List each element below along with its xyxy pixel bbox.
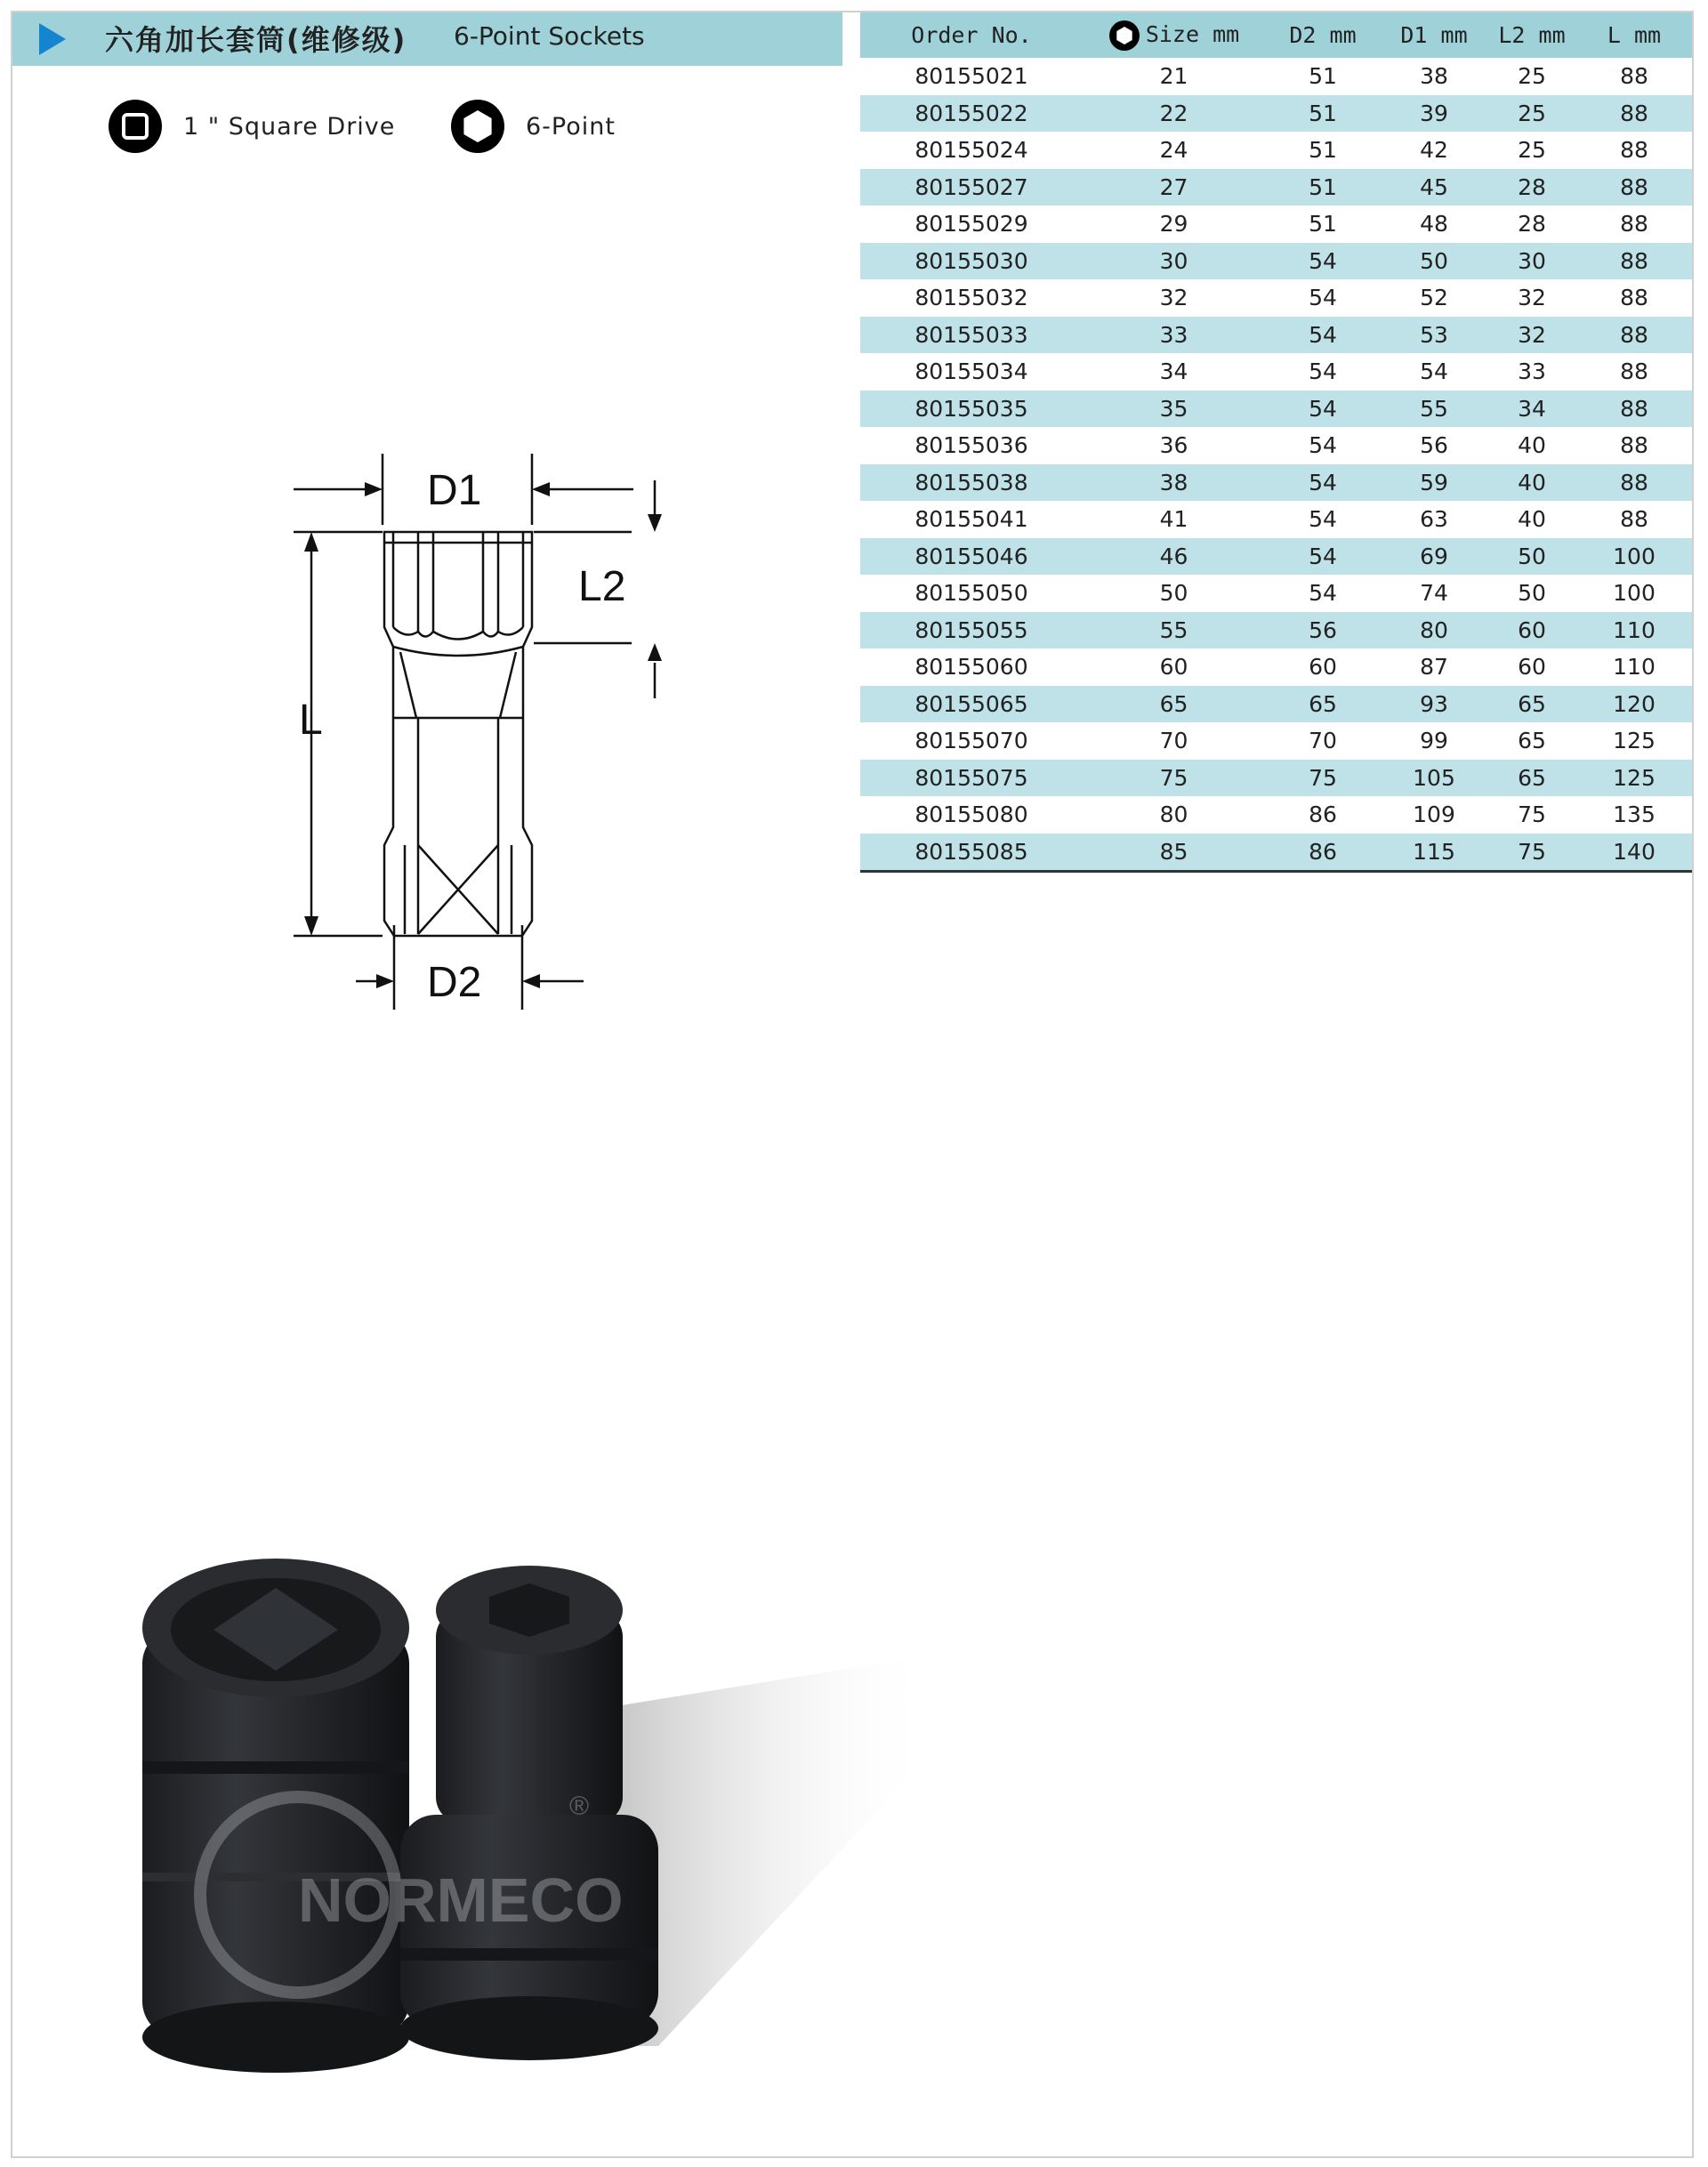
cell-l2: 75: [1487, 834, 1576, 872]
cell-d1: 55: [1381, 391, 1487, 428]
legend-point-label: 6-Point: [526, 112, 616, 141]
cell-d2: 51: [1309, 63, 1337, 90]
cell-size: 36: [1159, 432, 1188, 459]
col-header-d2: D2 mm: [1265, 12, 1381, 58]
cell-l: 125: [1576, 760, 1692, 797]
cell-order-no: 80155060: [914, 654, 1028, 681]
cell-d1: 63: [1420, 506, 1448, 533]
table-row: [860, 169, 1692, 206]
cell-order-no: 80155050: [914, 580, 1028, 607]
cell-d2: 51: [1265, 169, 1381, 206]
table-row: [860, 796, 1692, 834]
registered-mark: ®: [569, 1792, 590, 1821]
cell-d2: 54: [1309, 580, 1337, 607]
spec-table: [860, 12, 1692, 873]
cell-d2: 75: [1265, 760, 1381, 797]
cell-l2: 30: [1487, 243, 1576, 280]
cell-d1: 93: [1381, 686, 1487, 723]
table-row: [860, 279, 1692, 317]
cell-order-no: 80155032: [914, 285, 1028, 311]
cell-size: 55: [1083, 612, 1265, 649]
cell-order-no: 80155022: [860, 95, 1083, 133]
cell-d2: 70: [1309, 728, 1337, 754]
cell-d2: 54: [1265, 317, 1381, 354]
cell-l2: 40: [1518, 506, 1546, 533]
cell-order-no: 80155035: [860, 391, 1083, 428]
cell-d1: 109: [1413, 802, 1455, 828]
cell-d2: 54: [1309, 358, 1337, 385]
cell-d2: 51: [1309, 211, 1337, 238]
table-row: [860, 317, 1692, 354]
cell-order-no: 80155033: [860, 317, 1083, 354]
table-row: [860, 58, 1692, 95]
cell-size: 38: [1083, 464, 1265, 502]
table-row: [860, 427, 1692, 464]
cell-size: 21: [1159, 63, 1188, 90]
cell-size: 46: [1083, 538, 1265, 576]
cell-size: 27: [1083, 169, 1265, 206]
cell-d1: 48: [1420, 211, 1448, 238]
cell-l2: 50: [1487, 538, 1576, 576]
cell-l: 135: [1613, 802, 1656, 828]
socket-dimension-diagram: [294, 440, 667, 1027]
cell-size: 35: [1083, 391, 1265, 428]
cell-order-no: 80155080: [914, 802, 1028, 828]
cell-order-no: 80155030: [860, 243, 1083, 280]
cell-d1: 56: [1420, 432, 1448, 459]
cell-l: 100: [1576, 538, 1692, 576]
cell-d1: 52: [1420, 285, 1448, 311]
cell-d2: 54: [1265, 391, 1381, 428]
col-header-order-no: Order No.: [860, 12, 1083, 58]
cell-d2: 54: [1309, 285, 1337, 311]
cell-l2: 25: [1518, 63, 1546, 90]
table-row: [860, 391, 1692, 428]
cell-order-no: 80155029: [914, 211, 1028, 238]
cell-d1: 74: [1420, 580, 1448, 607]
cell-l2: 34: [1487, 391, 1576, 428]
cell-size: 85: [1083, 834, 1265, 872]
legend-drive-label: 1 " Square Drive: [183, 112, 396, 141]
cell-l: 88: [1576, 169, 1692, 206]
cell-size: 50: [1159, 580, 1188, 607]
cell-size: 41: [1159, 506, 1188, 533]
cell-d1: 42: [1420, 137, 1448, 164]
table-row: [860, 686, 1692, 723]
table-row: [860, 648, 1692, 686]
product-photo: [107, 1548, 943, 2082]
cell-l: 88: [1620, 211, 1648, 238]
cell-l: 140: [1576, 834, 1692, 872]
cell-size: 29: [1159, 211, 1188, 238]
cell-d2: 56: [1265, 612, 1381, 649]
cell-l: 125: [1613, 728, 1656, 754]
table-row: [860, 575, 1692, 612]
cell-size: 33: [1083, 317, 1265, 354]
play-triangle-icon: [39, 23, 66, 55]
cell-order-no: 80155046: [860, 538, 1083, 576]
cell-size: 70: [1159, 728, 1188, 754]
cell-order-no: 80155027: [860, 169, 1083, 206]
cell-l: 88: [1620, 432, 1648, 459]
hexagon-icon: [1108, 20, 1140, 52]
cell-size: 34: [1159, 358, 1188, 385]
cell-l: 88: [1620, 285, 1648, 311]
title-english: 6-Point Sockets: [454, 21, 645, 51]
cell-order-no: 80155041: [914, 506, 1028, 533]
cell-l2: 28: [1518, 211, 1546, 238]
cell-size: 22: [1083, 95, 1265, 133]
table-row: [860, 834, 1692, 872]
cell-size: 65: [1083, 686, 1265, 723]
cell-d1: 105: [1381, 760, 1487, 797]
cell-d2: 54: [1309, 432, 1337, 459]
cell-l2: 65: [1518, 728, 1546, 754]
table-row: [860, 353, 1692, 391]
cell-d1: 99: [1420, 728, 1448, 754]
cell-l2: 32: [1487, 317, 1576, 354]
cell-size: 30: [1083, 243, 1265, 280]
cell-d1: 115: [1381, 834, 1487, 872]
table-row: [860, 243, 1692, 280]
cell-l2: 25: [1487, 95, 1576, 133]
cell-order-no: 80155055: [860, 612, 1083, 649]
cell-l: 88: [1576, 95, 1692, 133]
cell-order-no: 80155024: [914, 137, 1028, 164]
cell-l: 88: [1576, 464, 1692, 502]
cell-d2: 54: [1265, 538, 1381, 576]
cell-l: 88: [1620, 358, 1648, 385]
table-row: [860, 760, 1692, 797]
table-row: [860, 612, 1692, 649]
cell-l2: 32: [1518, 285, 1546, 311]
cell-l2: 33: [1518, 358, 1546, 385]
cell-l: 110: [1613, 654, 1656, 681]
cell-l: 88: [1576, 243, 1692, 280]
cell-l2: 65: [1487, 760, 1576, 797]
cell-d2: 54: [1265, 464, 1381, 502]
cell-d2: 86: [1309, 802, 1337, 828]
cell-l: 88: [1620, 63, 1648, 90]
cell-order-no: 80155034: [914, 358, 1028, 385]
cell-order-no: 80155036: [914, 432, 1028, 459]
legend-square-drive: [107, 98, 395, 155]
cell-d2: 51: [1309, 137, 1337, 164]
cell-size: 60: [1159, 654, 1188, 681]
cell-order-no: 80155075: [860, 760, 1083, 797]
table-header-row: [860, 12, 1692, 58]
label-d2: D2: [427, 959, 482, 1006]
cell-d1: 53: [1381, 317, 1487, 354]
cell-l: 110: [1576, 612, 1692, 649]
table-row: [860, 722, 1692, 760]
cell-l: 120: [1576, 686, 1692, 723]
cell-d2: 54: [1265, 243, 1381, 280]
table-row: [860, 95, 1692, 133]
label-d1: D1: [427, 467, 482, 514]
cell-l2: 50: [1518, 580, 1546, 607]
cell-order-no: 80155038: [860, 464, 1083, 502]
table-row: [860, 538, 1692, 576]
col-header-d1: D1 mm: [1381, 12, 1487, 58]
label-l: L: [299, 697, 323, 744]
cell-d1: 39: [1381, 95, 1487, 133]
table-row: [860, 132, 1692, 169]
cell-d1: 54: [1420, 358, 1448, 385]
cell-d1: 38: [1420, 63, 1448, 90]
col-header-l2: L2 mm: [1487, 12, 1576, 58]
legend-six-point: [449, 98, 616, 155]
table-row: [860, 464, 1692, 502]
cell-l: 100: [1613, 580, 1656, 607]
cell-d2: 60: [1309, 654, 1337, 681]
cell-l2: 75: [1518, 802, 1546, 828]
cell-d1: 59: [1381, 464, 1487, 502]
cell-l2: 60: [1518, 654, 1546, 681]
square-drive-icon: [107, 98, 164, 155]
cell-d1: 87: [1420, 654, 1448, 681]
cell-l2: 65: [1487, 686, 1576, 723]
cell-size: 24: [1159, 137, 1188, 164]
cell-d1: 50: [1381, 243, 1487, 280]
cell-l2: 25: [1518, 137, 1546, 164]
cell-d2: 51: [1265, 95, 1381, 133]
cell-l: 88: [1576, 317, 1692, 354]
cell-d1: 45: [1381, 169, 1487, 206]
cell-size: 75: [1083, 760, 1265, 797]
cell-order-no: 80155021: [914, 63, 1028, 90]
cell-l: 88: [1576, 391, 1692, 428]
cell-d2: 65: [1265, 686, 1381, 723]
hexagon-icon: [449, 98, 506, 155]
watermark-text: NORMECO: [298, 1865, 624, 1935]
cell-order-no: 80155065: [860, 686, 1083, 723]
title-chinese: 六角加长套筒(维修级): [105, 23, 407, 57]
table-body: [860, 58, 1692, 872]
table-row: [860, 205, 1692, 243]
cell-l2: 60: [1487, 612, 1576, 649]
cell-l2: 28: [1487, 169, 1576, 206]
cell-size: 32: [1159, 285, 1188, 311]
cell-d2: 86: [1265, 834, 1381, 872]
cell-l2: 40: [1487, 464, 1576, 502]
cell-order-no: 80155070: [914, 728, 1028, 754]
cell-d2: 54: [1309, 506, 1337, 533]
cell-l: 88: [1620, 506, 1648, 533]
col-header-size-label: Size mm: [1145, 20, 1240, 47]
col-header-size: [1083, 12, 1265, 58]
cell-order-no: 80155085: [860, 834, 1083, 872]
cell-l2: 40: [1518, 432, 1546, 459]
col-header-l: L mm: [1576, 12, 1692, 58]
table-row: [860, 501, 1692, 538]
cell-d1: 80: [1381, 612, 1487, 649]
cell-l: 88: [1620, 137, 1648, 164]
label-l2: L2: [578, 563, 626, 610]
cell-size: 80: [1159, 802, 1188, 828]
cell-d1: 69: [1381, 538, 1487, 576]
